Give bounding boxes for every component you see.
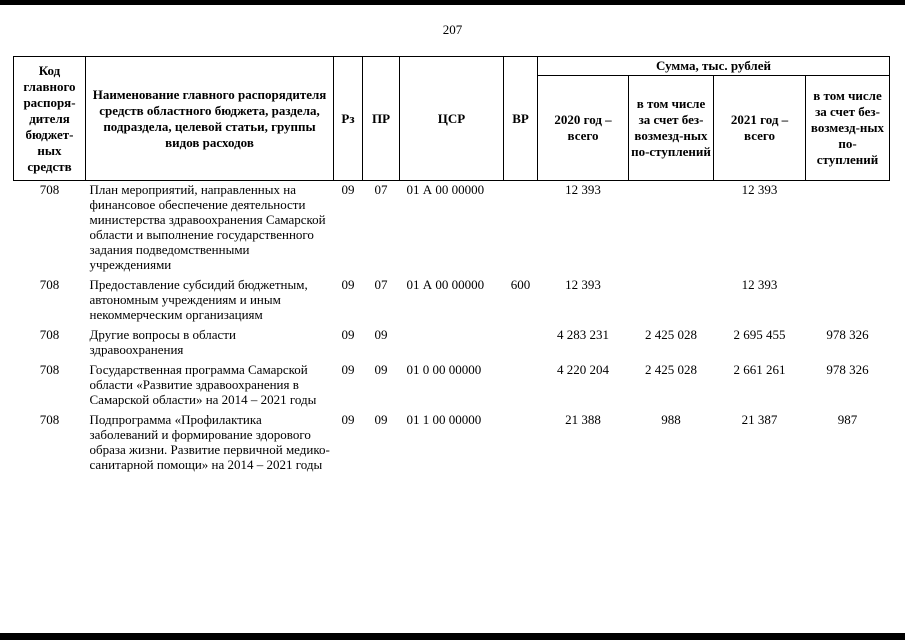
table-row <box>14 326 890 361</box>
cell-sum-2021-free <box>806 181 890 277</box>
cell-sum-2021: 2 695 455 <box>733 327 786 342</box>
cell-name: Другие вопросы в области здравоохранения <box>89 327 236 357</box>
cell-pr: 09 <box>374 362 388 377</box>
header-sum-2021: 2021 год – всего <box>714 76 806 181</box>
cell-sum-2020: 12 393 <box>565 182 601 197</box>
cell-rz: 09 <box>341 362 355 377</box>
table-row <box>14 181 890 277</box>
top-border <box>0 0 905 5</box>
cell-sum-2021-free <box>806 276 890 326</box>
cell-sum-2021: 21 387 <box>741 412 778 427</box>
cell-code: 708 <box>39 362 60 377</box>
bottom-border <box>0 633 905 640</box>
cell-sum-2020: 4 220 204 <box>557 362 609 377</box>
cell-csr <box>400 326 504 361</box>
header-sum-2020-free: в том числе за счет без-возмезд-ных по-ступлений <box>629 76 714 181</box>
cell-name: Подпрограмма «Профилактика заболеваний и формирование здорового образа жизни. Развитие первичной медико-санитарной помощи» на 2014 – 2021 годы <box>89 412 330 472</box>
cell-sum-2020-free <box>629 276 714 326</box>
header-sum-2021-free: в том числе за счет без-возмезд-ных по-ступлений <box>806 76 890 181</box>
table-row <box>14 361 890 411</box>
cell-sum-2021-free: 978 326 <box>826 327 869 342</box>
cell-rz: 09 <box>341 182 355 197</box>
cell-sum-2021: 2 661 261 <box>733 362 786 377</box>
header-code: Код главного распоря-дителя бюджет-ных средств <box>14 57 86 181</box>
cell-sum-2021: 12 393 <box>741 182 778 197</box>
cell-pr: 09 <box>374 327 388 342</box>
cell-pr: 07 <box>374 182 388 197</box>
cell-pr: 07 <box>374 277 388 292</box>
cell-rz: 09 <box>341 412 355 427</box>
cell-sum-2020-free: 2 425 028 <box>645 327 697 342</box>
table-row <box>14 276 890 326</box>
cell-sum-2021-free: 987 <box>837 412 858 427</box>
cell-code: 708 <box>39 277 60 292</box>
header-rz: Рз <box>334 57 363 181</box>
cell-sum-2020: 21 388 <box>565 412 601 427</box>
header-sum-group: Сумма, тыс. рублей <box>538 57 890 76</box>
cell-vr <box>504 181 538 277</box>
header-csr: ЦСР <box>400 57 504 181</box>
table-header <box>14 57 890 181</box>
cell-vr: 600 <box>510 277 531 292</box>
table-body <box>14 181 890 477</box>
header-name: Наименование главного распорядителя средств областного бюджета, раздела, подраздела, целевой статьи, группы видов расходов <box>86 57 334 181</box>
cell-sum-2020: 4 283 231 <box>557 327 609 342</box>
cell-sum-2020-free: 988 <box>661 412 681 427</box>
cell-name: План мероприятий, направленных на финансовое обеспечение деятельности министерства здравоохранения Самарской области и выполнение государственного задания подведомственными учреждениями <box>89 182 326 272</box>
cell-code: 708 <box>39 182 60 197</box>
header-sum-2020: 2020 год – всего <box>538 76 629 181</box>
cell-vr <box>504 411 538 476</box>
cell-sum-2021: 12 393 <box>741 277 778 292</box>
cell-csr: 01 1 00 00000 <box>406 412 482 427</box>
cell-code: 708 <box>39 327 60 342</box>
cell-name: Предоставление субсидий бюджетным, автономным учреждениям и иным некоммерческим организациям <box>89 277 308 322</box>
cell-csr: 01 0 00 00000 <box>406 362 482 377</box>
cell-name: Государственная программа Самарской области «Развитие здравоохранения в Самарской области» на 2014 – 2021 годы <box>89 362 317 407</box>
budget-table <box>13 56 890 476</box>
cell-vr <box>504 326 538 361</box>
cell-csr: 01 А 00 00000 <box>406 277 485 292</box>
header-pr: ПР <box>363 57 400 181</box>
table-row <box>14 411 890 476</box>
cell-rz: 09 <box>341 327 355 342</box>
header-vr: ВР <box>504 57 538 181</box>
cell-sum-2020-free <box>629 181 714 277</box>
cell-sum-2020-free: 2 425 028 <box>645 362 697 377</box>
cell-pr: 09 <box>374 412 388 427</box>
cell-rz: 09 <box>341 277 355 292</box>
cell-code: 708 <box>39 412 60 427</box>
cell-sum-2020: 12 393 <box>565 277 601 292</box>
cell-vr <box>504 361 538 411</box>
cell-csr: 01 А 00 00000 <box>406 182 485 197</box>
page-number: 207 <box>442 22 463 37</box>
cell-sum-2021-free: 978 326 <box>826 362 869 377</box>
